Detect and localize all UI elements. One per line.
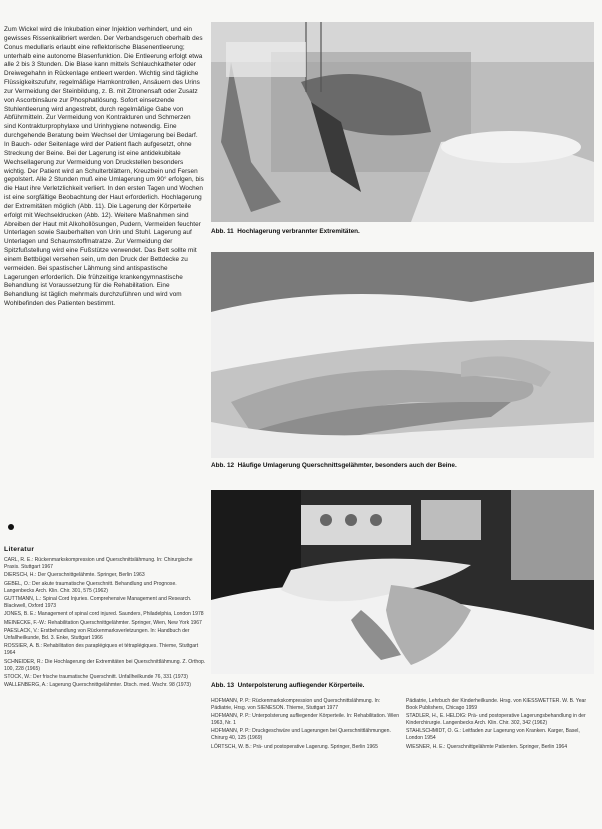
reference-item: WIESNER, H. E.: Querschnittgelähmte Patienten. Springer, Berlin 1964 (406, 743, 568, 750)
literature-item: STOCK, W.: Der frische traumatische Querschnitt. Unfallheilkunde 76, 331 (1973) (4, 674, 188, 681)
reference-item: HOFMANN, P. P.: Unterpolsterung aufliegender Körperteile. In: Rehabilitation. Wien 1963, Nr. 1 (211, 713, 400, 727)
figure-11-caption: Abb. 11 Hochlagerung verbrannter Extremitäten. (211, 228, 360, 235)
reference-item: LÖRTSCH, W. B.: Prä- und postoperative Lagerung. Springer, Berlin 1965 (211, 743, 378, 750)
reference-item: HOFMANN, P. P.: Druckgeschwüre und Lagerungen bei Querschnittlähmungen. Chirurg 40, 125 (1969) (211, 728, 391, 742)
literature-list (4, 557, 206, 691)
figure-11-photo (211, 22, 594, 222)
literature-item: GUTTMANN, L.: Spinal Cord Injuries. Comprehensive Management and Research. Blackwell, Oxford 1973 (4, 596, 192, 610)
figure-13-caption: Abb. 13 Unterpolsterung aufliegender Körperteile. (211, 682, 365, 689)
literature-item: WALLENBERG, A.: Lagerung Querschnittgelähmter. Dtsch. med. Wschr. 98 (1973) (4, 682, 191, 689)
figure-13-photo (211, 490, 594, 674)
figure-12-caption: Abb. 12 Häufige Umlagerung Querschnittsgelähmter, besonders auch der Beine. (211, 462, 457, 469)
reference-item: HOFMANN, P. P.: Rückenmarkskompression und Querschnittslähmung. In: Pädiatrie, Hrsg. von SIENESON. Thieme, Stuttgart 1977 (211, 698, 381, 711)
section-bullet (8, 524, 14, 530)
literature-item: JONES, B. E.: Management of spinal cord injured. Saunders, Philadelphia, London 1978 (4, 611, 204, 618)
literature-item: DIERSCH, H.: Der Querschnittgelähmte. Springer, Berlin 1963 (4, 572, 145, 579)
literature-item: ROSSIER, A. B.: Rehabilitation des paraplégiques et tétraplégiques. Thieme, Stuttgart 1964 (4, 643, 199, 657)
reference-item: STAHLSCHMIDT, O. G.: Leitfaden zur Lagerung von Kranken. Karger, Basel, London 1954 (406, 728, 580, 742)
literature-item: SCHNEIDER, R.: Die Hochlagerung der Extremitäten bei Querschnittlähmung. Z. Orthop. 100, 228 (1965) (4, 658, 206, 672)
references-middle (211, 698, 401, 752)
literature-item: CARL, R. E.: Rückenmarkskompression und Querschnittslähmung. In: Chirurgische Praxis. Stuttgart 1967 (4, 557, 193, 571)
reference-item: STADLER, H., E. HELDIG: Prä- und postoperative Lagerungsbehandlung in der Kinderchirurgie. Langenbecks Arch. Klin. Chir. 302, 342 (1962) (406, 713, 586, 727)
body-paragraph: Zum Wickel wird die Inkubation einer Injektion verhindert, und ein gewisses Rissenkalibriert werden. Der Verbandsgeruch oberhalb des Conus medullaris erlaubt eine reflektorische Blasenentleerung; unterhalb eine autonome Blasenfunktion. Die Entleerung erfolgt etwa alle 2 bis 3 Stunden. Die Blase kann mittels Schlauchkatheter oder Dreiwegehahn in Rückenlage entleert werden. Wichtig sind tägliche Flüssigkeitszufuhr, regelmäßige Harnkontrollen, Ansäuern des Urins zur Vermeidung der Steinbildung, z. B. mit Zitronensaft oder Zusatz von Ascorbinsäure zur Phosphatlösung. Sofort einsetzende Stuhlentleerung wird angestrebt, durch regelmäßige Gabe von Abführmitteln. Zur Vermeidung von Kontrakturen und Schmerzen sind Kontrakturprophylaxe und Urinhygiene notwendig. Eine durchgehende Beratung beim Wechsel der Umlagerung bei Bedarf. In Bauch- oder Seitenlage wird der Patient flach aufgesetzt, ohne Streckung der Beine. Bei der Lagerung ist eine antidekubitale Wechsellagerung zur Vermeidung von Druckstellen besonders wichtig. Der Patient wird an Schulterblättern, Kreuzbein und Fersen gepolstert. Alle 2 Stunden muß eine Umlagerung um 90° erfolgen, bis die Haut ihre Verletzlichkeit verliert. In den ersten Tagen und Wochen ist eine sorgfältige Beobachtung der Haut erforderlich. Hochlagerung der Extremitäten möglich (Abb. 11). Die Lagerung der Körperteile erfolgt mit Wechseldrucken (Abb. 12). Weitere Maßnahmen sind Abreiben der Haut mit Alkohollösungen, Pudern, Vermeiden feuchter Unterlagen sowie Sauberhalten von Urin und Stuhl. Lagerung auf Unterlagen und Schaumstoffmatratze. Zur Vermeidung der Spitzfußstellung wird eine Fußstütze verwendet. Das Bett sollte mit einem Bettbügel versehen sein, um den Druck der Bettdecke zu vermeiden. Bei spastischer Lähmung sind antispastische Lagerungen erforderlich. Die frühzeitige krankengymnastische Behandlung ist Voraussetzung für die Rehabilitation. Eine Behandlung ist täglich mehrmals durchzuführen und wird vom Wohlbefinden des Patienten bestimmt. (4, 26, 204, 308)
figure-12-photo (211, 252, 594, 458)
body-column (4, 26, 204, 309)
literature-item: GEBEL, O.: Der akute traumatische Querschnitt. Behandlung und Prognose. Langenbecks Arch. Klin. Chir. 301, 575 (1962) (4, 580, 177, 594)
reference-item: Pädiatrie, Lehrbuch der Kinderheilkunde. Hrsg. von KIESSWETTER. W. B. Year Book Publishers, Chicago 1959 (406, 698, 587, 711)
literature-heading: Literatur (4, 546, 35, 553)
references-right (406, 698, 596, 752)
literature-item: PAESLACK, V.: Erstbehandlung von Rückenmarksverletzungen. In: Handbuch der Unfallheilkunde, Bd. 3. Enke, Stuttgart 1966 (4, 627, 190, 642)
literature-item: MEINECKE, F.-W.: Rehabilitation Querschnittgelähmter. Springer, Wien, New York 1967 (4, 619, 202, 626)
